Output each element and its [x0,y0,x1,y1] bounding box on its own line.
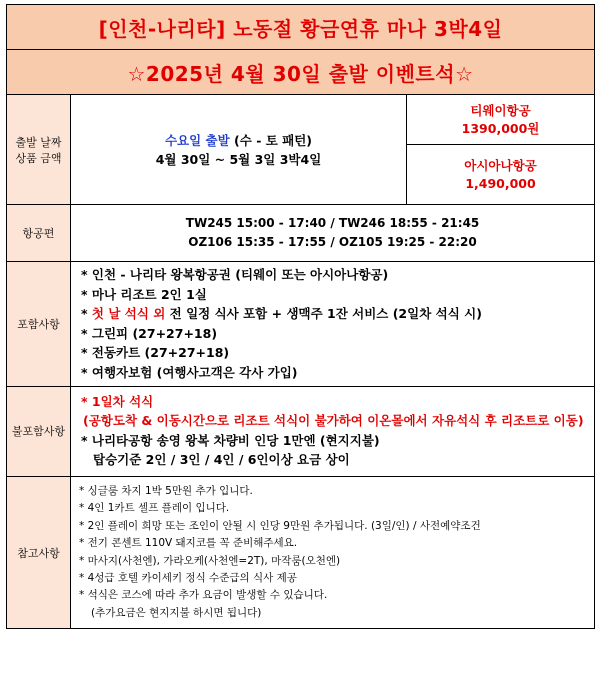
schedule-label [7,95,71,205]
included-cell [71,262,595,387]
list-item: * 2인 플레이 희망 또는 조인이 안될 시 인당 9만원 추가됩니다. (3일/인) / 사전예약조건 [79,519,481,532]
price-tway [407,95,595,145]
departure-highlight: 수요일 출발 [164,132,230,148]
list-item: * 그린피 (27+27+18) [81,325,218,341]
departure-date-label: 출발 날짜 [15,135,62,149]
excluded-list [71,387,594,476]
list-item: (추가요금은 현지지불 하시면 됩니다) [91,606,262,619]
title-row-1 [7,5,595,50]
list-item: * 전동카트 (27+27+18) [81,345,230,361]
page-title: [인천-나리타] 노동절 황금연휴 마나 3박4일 [98,16,503,41]
excluded-dinner: * 1일차 석식 [81,393,154,409]
price-amount: 1,490,000 [465,175,536,191]
title-row-2 [7,50,595,95]
price-amount: 1390,000원 [461,120,540,136]
airline-name: 아시아나항공 [464,157,537,173]
departure-dates: 4월 30일 ~ 5월 3일 3박4일 [155,151,322,167]
excluded-cell [71,386,595,476]
notes-label: 참고사항 [7,476,71,628]
schedule-cell [71,95,407,205]
product-table [6,4,595,629]
excluded-label: 불포함사항 [7,386,71,476]
product-sheet [6,4,594,629]
departure-pattern [71,131,406,150]
flights-label: 항공편 [7,205,71,262]
list-item: * 4인 1카트 셀프 플레이 입니다. [79,502,230,515]
highlight-text: 첫 날 석식 외 [91,306,166,322]
included-label: 포함사항 [7,262,71,387]
page-subtitle: ☆2025년 4월 30일 출발 이벤트석☆ [127,61,474,86]
flights-cell [71,205,595,262]
product-price-label: 상품 금액 [15,151,62,165]
list-item: * 마나 리조트 2인 1실 [81,286,207,302]
list-item: * 4성급 호텔 카이세키 정식 수준급의 식사 제공 [79,571,297,584]
flight-line-asiana: OZ106 15:35 - 17:55 / OZ105 19:25 - 22:20 [188,235,477,249]
flight-line-tway: TW245 15:00 - 17:40 / TW246 18:55 - 21:45 [185,216,480,230]
excluded-transfer: * 나리타공항 송영 왕복 차량비 인당 1만엔 (현지지불) [81,432,380,448]
list-item: * 석식은 코스에 따라 추가 요금이 발생할 수 있습니다. [79,589,328,602]
list-item: * 여행자보험 (여행사고객은 각사 가입) [81,364,298,380]
excluded-dinner-note: (공항도착 & 이동시간으로 리조트 석식이 불가하여 이온몰에서 자유석식 후 리조트로 이동) [83,413,584,429]
included-list [71,262,594,386]
list-item: * 마사지(사천엔), 가라오케(사천엔=2T), 마작룸(오천엔) [79,554,341,567]
departure-pattern-text: (수 - 토 패턴) [229,132,313,148]
notes-list [71,477,594,628]
list-item: * 첫 날 석식 외 전 일정 식사 포함 + 생맥주 1잔 서비스 (2일차 석식 시) [81,306,482,322]
list-item: * 싱글룸 차지 1박 5만원 추가 입니다. [79,484,253,497]
excluded-transfer-detail: 탑승기준 2인 / 3인 / 4인 / 6인이상 요금 상이 [93,452,350,468]
airline-name: 티웨이항공 [470,102,531,118]
notes-cell [71,476,595,628]
price-asiana [407,145,595,205]
list-item: * 인천 - 나리타 왕복항공권 (티웨이 또는 아시아나항공) [81,267,389,282]
list-item: * 전기 콘센트 110V 돼지코를 꼭 준비해주세요. [79,537,298,550]
